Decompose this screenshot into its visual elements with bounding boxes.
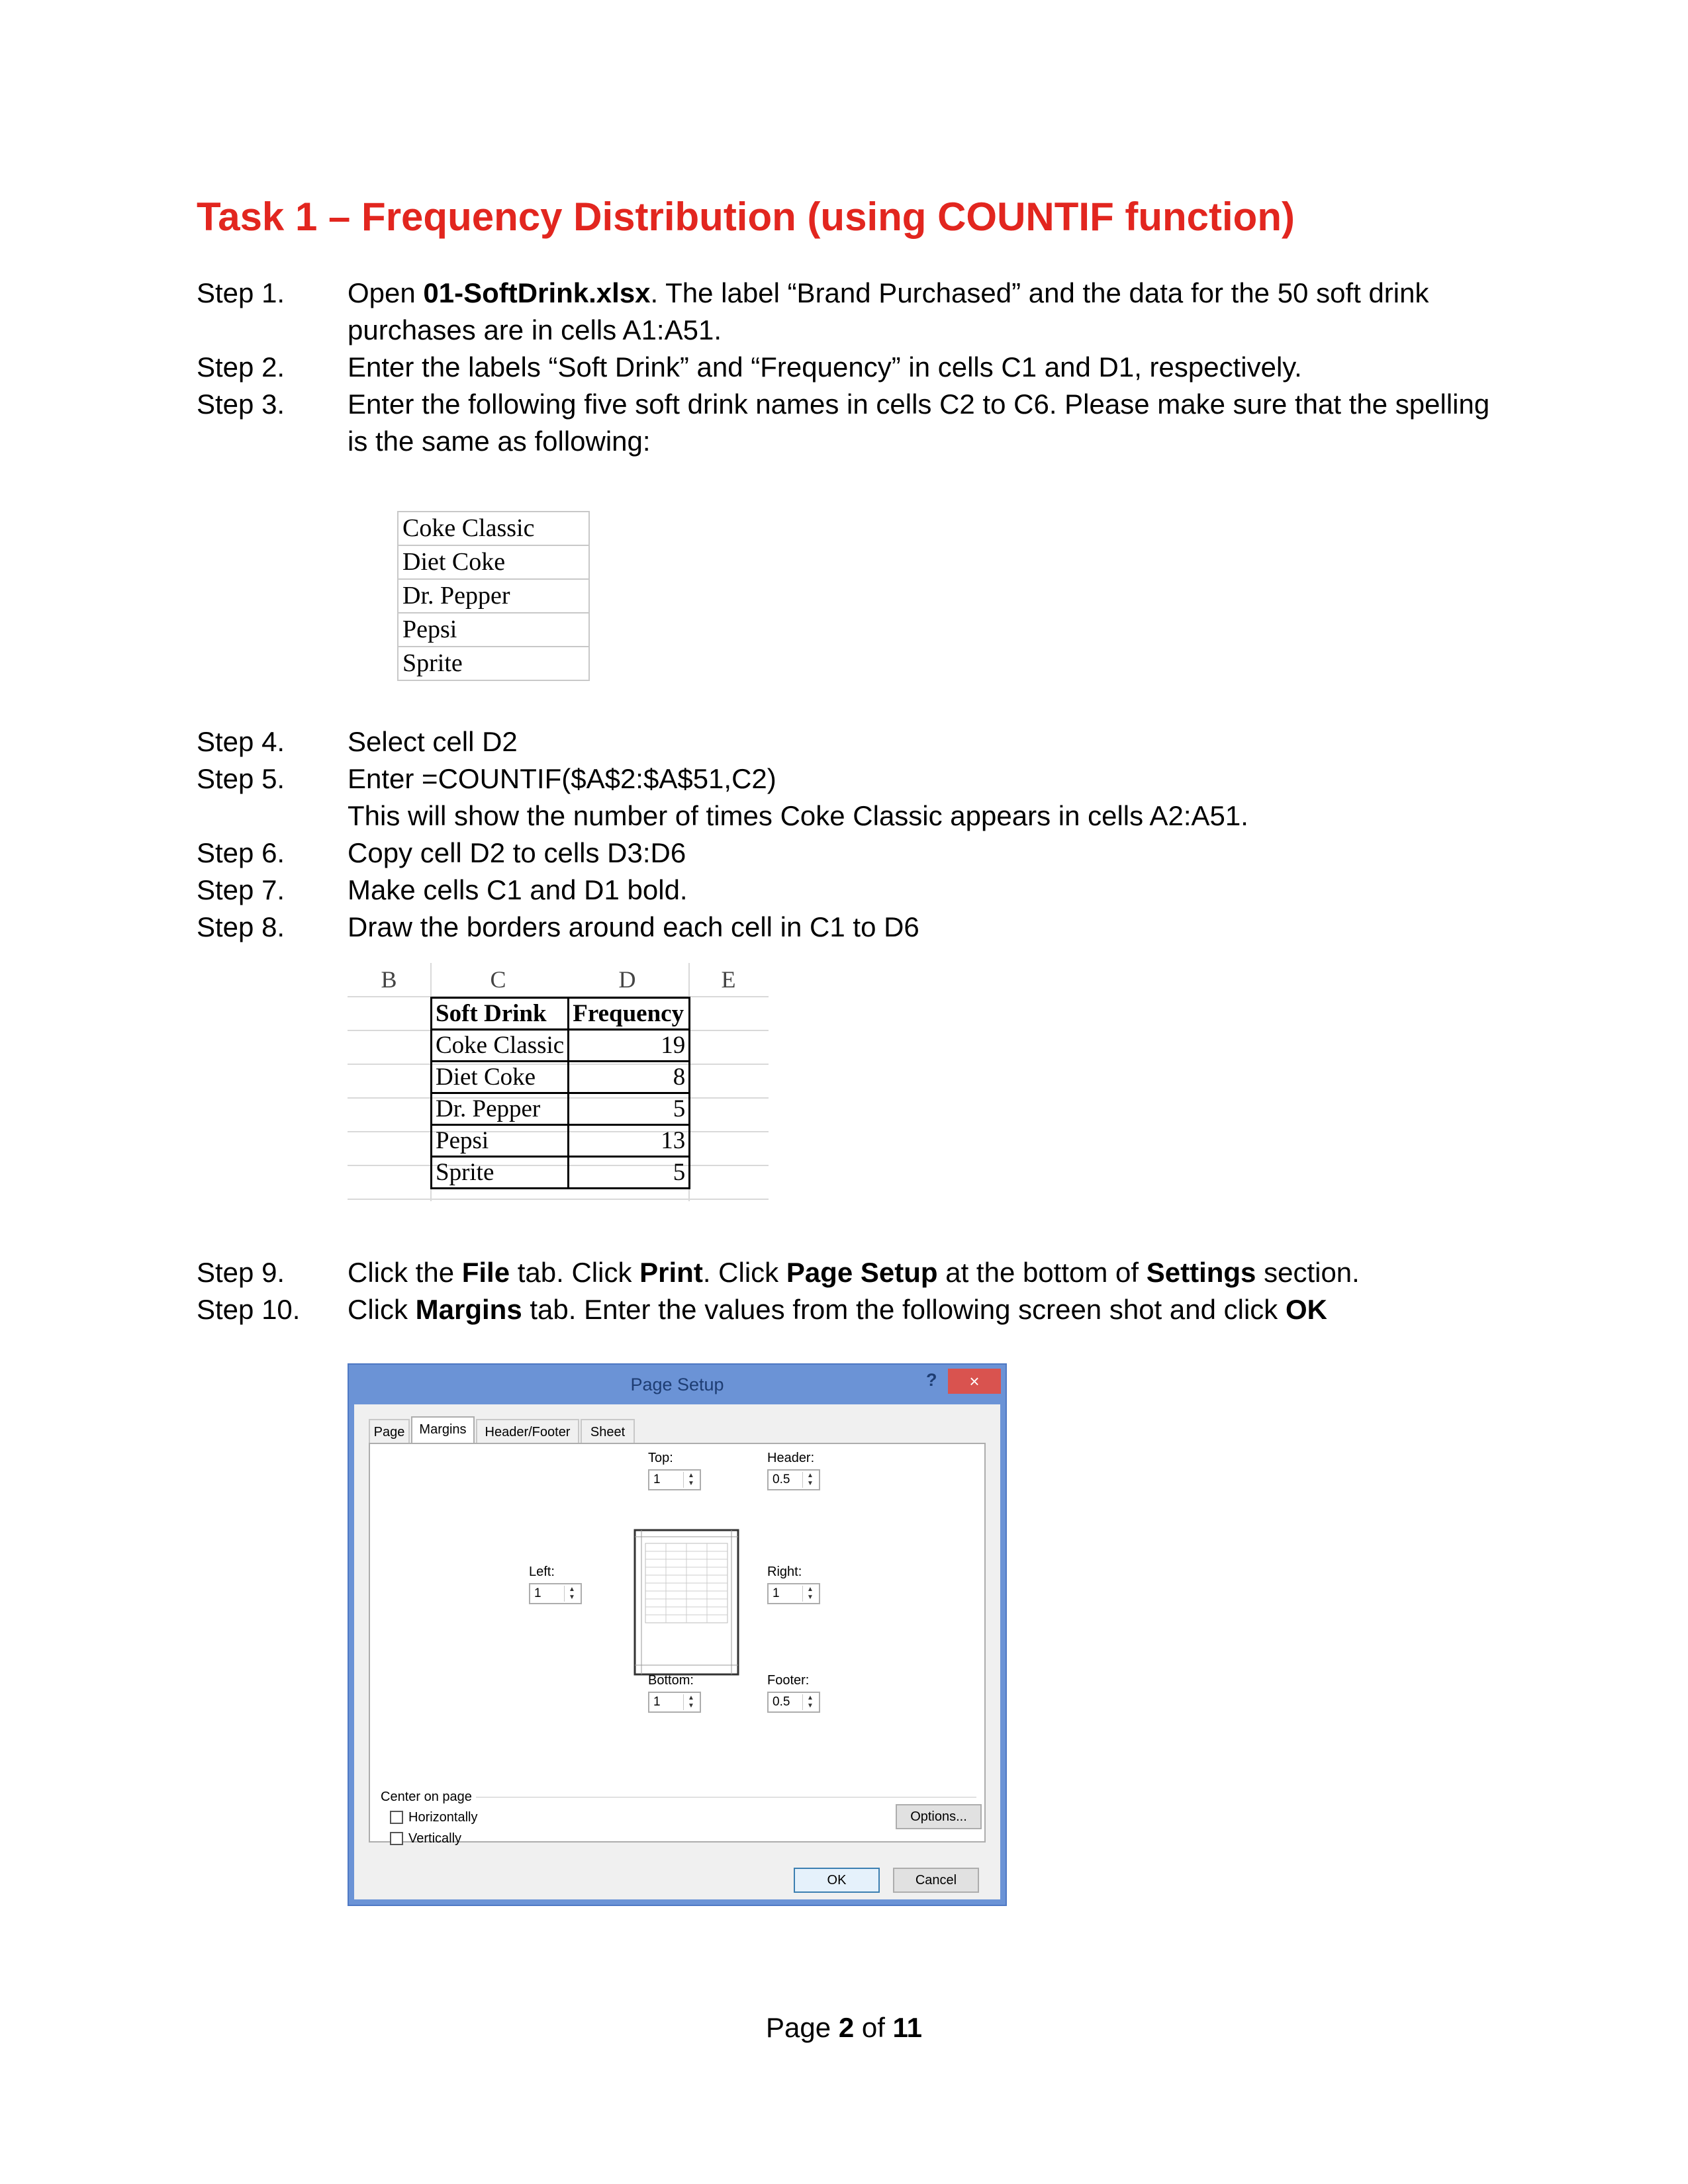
- step-8-label: Step 8.: [197, 911, 285, 942]
- top-margin-spinner[interactable]: [648, 1469, 701, 1490]
- drink-list-table: [397, 511, 590, 681]
- step-2-text: Enter the labels “Soft Drink” and “Frequency” in cells C1 and D1, respectively.: [348, 351, 1302, 383]
- header-margin-value: 0.5: [773, 1473, 790, 1486]
- step-8-text: Draw the borders around each cell in C1 to D6: [348, 911, 919, 942]
- left-margin-spinner[interactable]: [529, 1583, 582, 1604]
- bottom-margin-spinner[interactable]: [648, 1692, 701, 1713]
- center-on-page-label: Center on page: [381, 1790, 476, 1805]
- table-row: [432, 1125, 690, 1157]
- bottom-label: Bottom:: [648, 1673, 694, 1688]
- frequency-cell: 5: [569, 1157, 690, 1189]
- help-icon[interactable]: ?: [926, 1370, 937, 1390]
- column-header-e: E: [721, 966, 736, 993]
- right-margin-value: 1: [773, 1586, 780, 1600]
- ok-button[interactable]: OK: [794, 1868, 880, 1893]
- step-6-label: Step 6.: [197, 837, 285, 868]
- dialog-title: Page Setup: [630, 1375, 724, 1394]
- step-5-label: Step 5.: [197, 763, 285, 794]
- top-margin-value: 1: [653, 1473, 661, 1486]
- step-7-text: Make cells C1 and D1 bold.: [348, 874, 688, 905]
- drink-cell: Dr. Pepper: [432, 1093, 569, 1125]
- frequency-cell: 19: [569, 1030, 690, 1062]
- options-button[interactable]: Options...: [896, 1804, 982, 1829]
- step-9-label: Step 9.: [197, 1257, 285, 1288]
- spinner-arrows-icon[interactable]: ▲ ▼: [802, 1694, 818, 1710]
- drink-list-item: Diet Coke: [398, 545, 589, 579]
- spinner-arrows-icon[interactable]: ▲ ▼: [802, 1472, 818, 1488]
- tab-sheet[interactable]: Sheet: [581, 1419, 635, 1443]
- frequency-table: [430, 997, 690, 1189]
- header-margin-spinner[interactable]: [767, 1469, 820, 1490]
- drink-cell: Diet Coke: [432, 1062, 569, 1093]
- drink-list-item: Coke Classic: [398, 512, 589, 545]
- frequency-cell: 13: [569, 1125, 690, 1157]
- frequency-cell: 8: [569, 1062, 690, 1093]
- spinner-arrows-icon[interactable]: ▲ ▼: [683, 1472, 698, 1488]
- task-title: Task 1 – Frequency Distribution (using COUNTIF function): [197, 195, 1295, 239]
- step-3-label: Step 3.: [197, 388, 285, 420]
- drink-cell: Pepsi: [432, 1125, 569, 1157]
- left-label: Left:: [529, 1565, 555, 1579]
- vertically-checkbox[interactable]: [390, 1832, 403, 1845]
- table-row: [432, 1062, 690, 1093]
- step-2-label: Step 2.: [197, 351, 285, 383]
- step-1-label: Step 1.: [197, 277, 285, 308]
- left-margin-value: 1: [534, 1586, 541, 1600]
- drink-cell: Coke Classic: [432, 1030, 569, 1062]
- soft-drink-header: Soft Drink: [432, 998, 569, 1030]
- right-margin-spinner[interactable]: [767, 1583, 820, 1604]
- top-label: Top:: [648, 1451, 673, 1465]
- cancel-button[interactable]: Cancel: [893, 1868, 979, 1893]
- step-1-text: Open 01-SoftDrink.xlsx. The label “Brand Purchased” and the data for the 50 soft drink purchases are in cells A1:A51.: [348, 277, 1429, 345]
- grid-line: [348, 1199, 769, 1200]
- margins-panel: [369, 1443, 986, 1846]
- footer-label: Footer:: [767, 1673, 810, 1688]
- footer-margin-spinner[interactable]: [767, 1692, 820, 1713]
- close-button[interactable]: ×: [948, 1369, 1001, 1394]
- step-7-label: Step 7.: [197, 874, 285, 905]
- step-5-text: Enter =COUNTIF($A$2:$A$51,C2): [348, 763, 776, 794]
- column-header-d: D: [618, 966, 636, 993]
- step-4-text: Select cell D2: [348, 726, 518, 757]
- table-row: [432, 1093, 690, 1125]
- footer-margin-value: 0.5: [773, 1695, 790, 1709]
- tab-header-footer[interactable]: Header/Footer: [476, 1419, 579, 1443]
- frequency-cell: 5: [569, 1093, 690, 1125]
- spinner-arrows-icon[interactable]: ▲ ▼: [564, 1586, 579, 1602]
- excel-frequency-table: [348, 963, 769, 1201]
- step-6-text: Copy cell D2 to cells D3:D6: [348, 837, 686, 868]
- step-3-text: Enter the following five soft drink names in cells C2 to C6. Please make sure that the spelling is the same as following:: [348, 388, 1490, 457]
- spinner-arrows-icon[interactable]: ▲ ▼: [802, 1586, 818, 1602]
- spinner-arrows-icon[interactable]: ▲ ▼: [683, 1694, 698, 1710]
- step-10-text: Click Margins tab. Enter the values from the following screen shot and click OK: [348, 1294, 1327, 1325]
- horizontally-checkbox[interactable]: [390, 1811, 403, 1824]
- drink-list-item: Pepsi: [398, 613, 589, 647]
- frequency-header: Frequency: [569, 998, 690, 1030]
- page-setup-dialog: [348, 1363, 1007, 1906]
- tab-page[interactable]: Page: [369, 1419, 410, 1443]
- step-5-note: This will show the number of times Coke Classic appears in cells A2:A51.: [348, 800, 1248, 831]
- vertically-label: Vertically: [408, 1831, 462, 1846]
- drink-list-item: Sprite: [398, 647, 589, 680]
- column-header-b: B: [381, 966, 397, 993]
- bottom-margin-value: 1: [653, 1695, 661, 1709]
- table-row: [432, 1157, 690, 1189]
- tab-margins[interactable]: Margins: [411, 1416, 475, 1444]
- right-label: Right:: [767, 1565, 802, 1579]
- horizontally-label: Horizontally: [408, 1810, 478, 1825]
- drink-list-item: Dr. Pepper: [398, 579, 589, 613]
- column-header-c: C: [490, 966, 506, 993]
- step-9-text: Click the File tab. Click Print. Click Page Setup at the bottom of Settings section.: [348, 1257, 1360, 1288]
- step-4-label: Step 4.: [197, 726, 285, 757]
- drink-cell: Sprite: [432, 1157, 569, 1189]
- table-row: [432, 1030, 690, 1062]
- page-footer: Page 2 of 11: [766, 2012, 922, 2043]
- step-10-label: Step 10.: [197, 1294, 301, 1325]
- dialog-body: [354, 1404, 1000, 1899]
- header-label: Header:: [767, 1451, 815, 1465]
- page-preview-icon: [633, 1529, 739, 1676]
